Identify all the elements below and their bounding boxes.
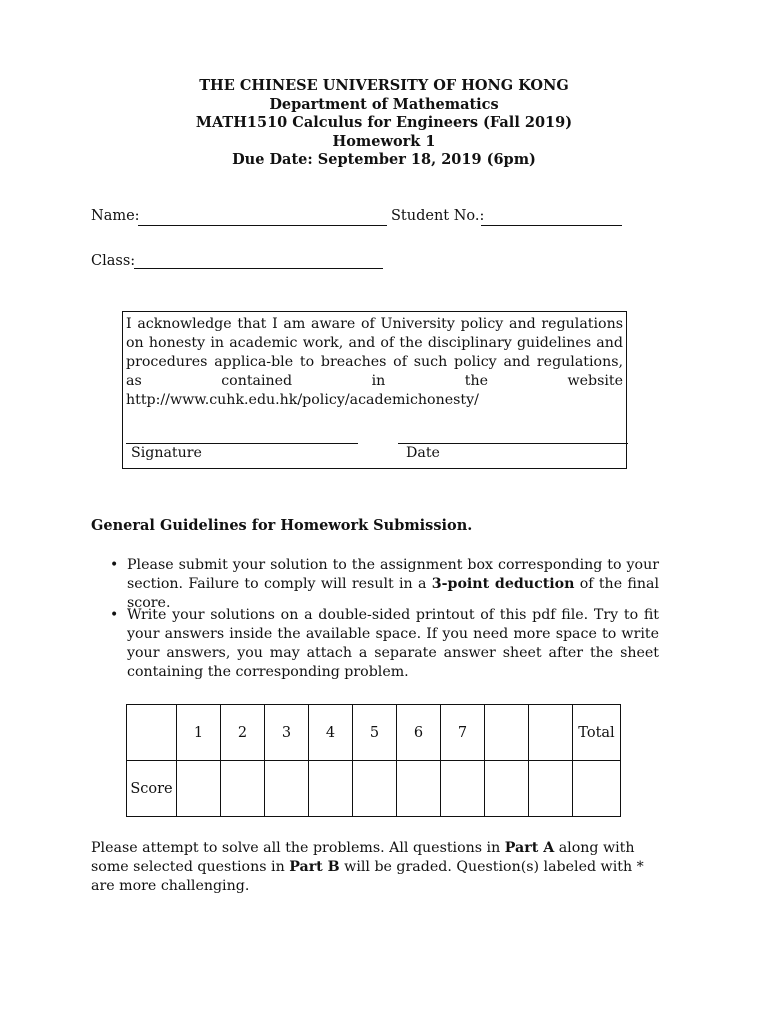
assignment-title: Homework 1 (332, 132, 436, 150)
score-row (127, 761, 621, 817)
score-row-label: Score (127, 761, 177, 817)
academic-honesty-box (122, 311, 627, 469)
department-name: Department of Mathematics (269, 95, 499, 113)
score-cell[interactable] (485, 761, 529, 817)
score-cell[interactable] (397, 761, 441, 817)
score-table-header-row (127, 705, 621, 761)
table-cell: 4 (309, 705, 353, 761)
guidelines-title: General Guidelines for Homework Submission. (91, 517, 473, 534)
course-title: MATH1510 Calculus for Engineers (Fall 2019) (195, 114, 573, 132)
score-cell[interactable] (441, 761, 485, 817)
university-name: THE CHINESE UNIVERSITY OF HONG KONG (199, 77, 569, 94)
score-table (126, 704, 621, 817)
honesty-statement: I acknowledge that I am aware of University policy and regulations on honesty in academic work, and of the disciplinary guidelines and procedures applica-ble to breaches of such policy and regulations, as contained in the website http://www.cuhk.edu.hk/policy/academichonesty/ (126, 316, 623, 408)
document-header (0, 77, 768, 170)
name-blank[interactable] (138, 225, 387, 226)
table-cell: 3 (265, 705, 309, 761)
date-line[interactable] (398, 443, 628, 444)
table-cell (127, 705, 177, 761)
bullet-icon: • (110, 607, 119, 623)
class-blank[interactable] (134, 268, 383, 269)
table-cell: 5 (353, 705, 397, 761)
part-a-emphasis: Part A (504, 840, 555, 856)
student-no-label: Student No.: (391, 208, 485, 224)
grading-note: Please attempt to solve all the problems. All questions in Part A along with some selected questions in Part B will be graded. Question(s) labeled with * are more challenging. (91, 840, 644, 894)
deduction-emphasis: 3-point deduction (431, 576, 575, 592)
date-label: Date (406, 445, 440, 461)
table-cell: 1 (177, 705, 221, 761)
guideline-item: • Please submit your solution to the assignment box corresponding to your section. Failure to comply will result in a 3-point deduction of the final score. (110, 557, 659, 611)
guideline-item: • Write your solutions on a double-sided printout of this pdf file. Try to fit your answers inside the available space. If you need more space to write your answers, you may attach a separate answer sheet after the sheet containing the corresponding problem. (110, 607, 659, 680)
score-cell[interactable] (353, 761, 397, 817)
table-cell: 7 (441, 705, 485, 761)
student-no-blank[interactable] (481, 225, 622, 226)
signature-line[interactable] (126, 443, 358, 444)
table-cell: 2 (221, 705, 265, 761)
table-cell (529, 705, 573, 761)
part-b-emphasis: Part B (289, 859, 340, 875)
table-cell: 6 (397, 705, 441, 761)
score-cell[interactable] (265, 761, 309, 817)
score-cell[interactable] (309, 761, 353, 817)
score-cell[interactable] (221, 761, 265, 817)
score-cell[interactable] (177, 761, 221, 817)
signature-label: Signature (131, 445, 202, 461)
table-cell (485, 705, 529, 761)
score-cell[interactable] (529, 761, 573, 817)
table-cell: Total (573, 705, 621, 761)
total-score-cell[interactable] (573, 761, 621, 817)
bullet-icon: • (110, 557, 119, 573)
class-label: Class: (91, 253, 136, 269)
name-label: Name: (91, 208, 140, 224)
due-date: Due Date: September 18, 2019 (6pm) (232, 151, 536, 169)
